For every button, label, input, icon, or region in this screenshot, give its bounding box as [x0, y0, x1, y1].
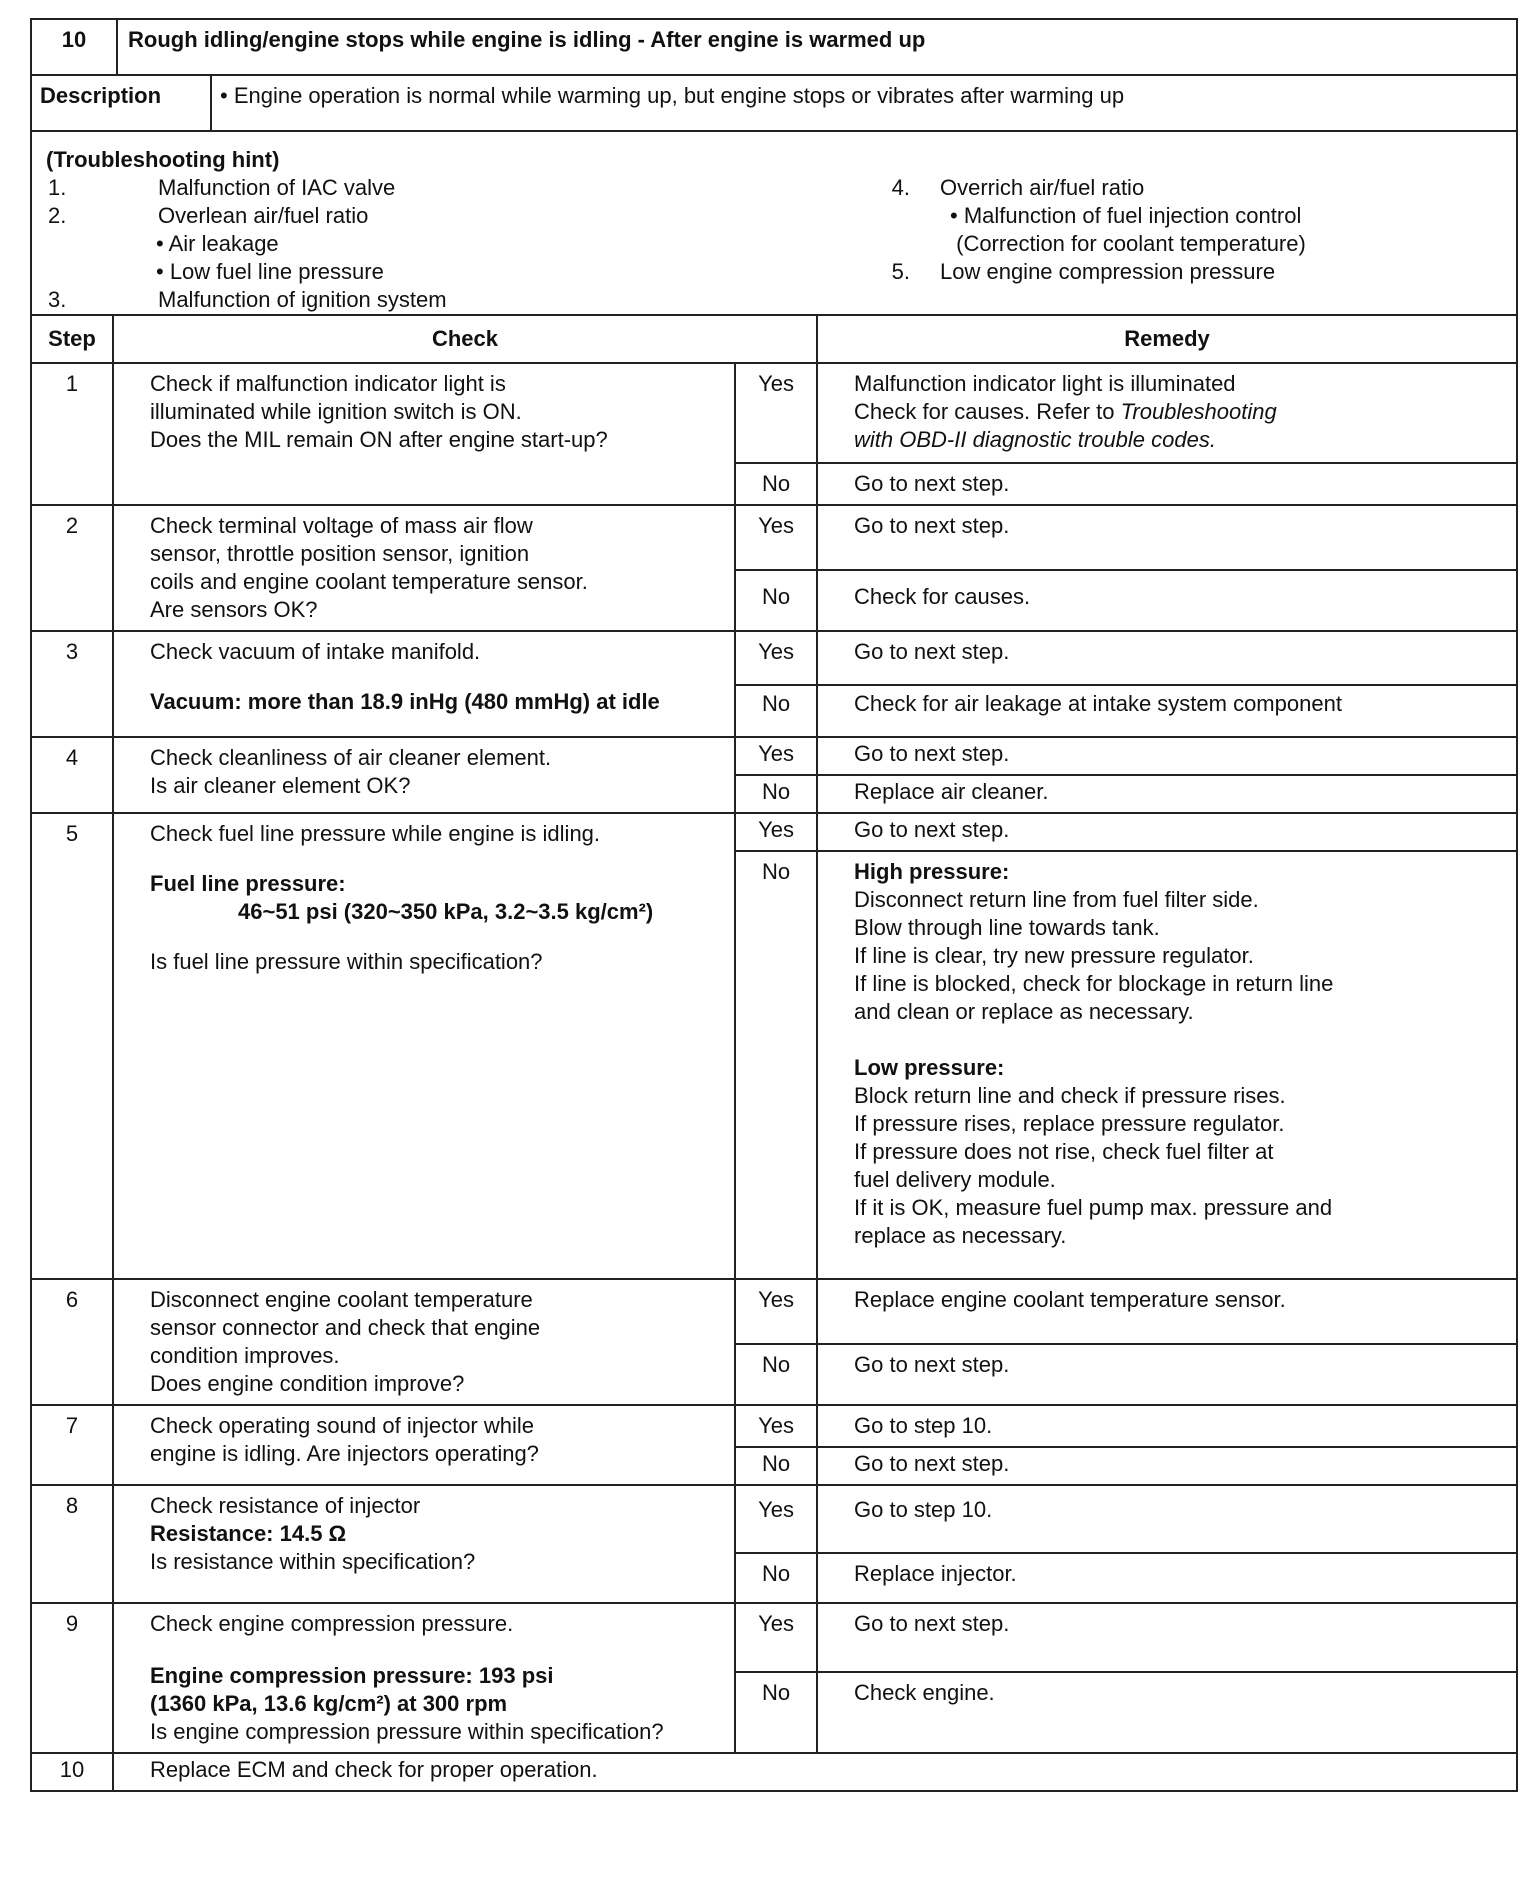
- hint-text: Low engine compression pressure: [940, 259, 1276, 284]
- hint-sub: (Correction for coolant temperature): [950, 231, 1306, 256]
- check-line: Does the MIL remain ON after engine start-up?: [150, 427, 608, 452]
- step-row-5: [31, 813, 1517, 851]
- yes-remedy: Go to next step.: [817, 1603, 1517, 1672]
- check-line: Check resistance of injector: [150, 1493, 421, 1518]
- check-line: Check vacuum of intake manifold.: [150, 639, 481, 664]
- check-line: Check if malfunction indicator light is: [150, 371, 506, 396]
- yes-label: Yes: [735, 1603, 817, 1672]
- no-label: No: [735, 775, 817, 813]
- yes-remedy: Go to next step.: [817, 737, 1517, 775]
- step-number: 5: [31, 813, 113, 1279]
- yes-label: Yes: [735, 505, 817, 570]
- remedy-line: If line is blocked, check for blockage in return line: [854, 971, 1334, 996]
- hint-number: 4.: [891, 175, 910, 200]
- check-line: illuminated while ignition switch is ON.: [150, 399, 522, 424]
- yes-label: Yes: [735, 1279, 817, 1344]
- yes-remedy: Replace engine coolant temperature sensor.: [817, 1279, 1517, 1344]
- step-number: 3: [31, 631, 113, 737]
- remedy-line: and clean or replace as necessary.: [854, 999, 1194, 1024]
- troubleshooting-sheet: [30, 18, 1518, 1860]
- remedy-line: Malfunction indicator light is illuminated: [854, 371, 1236, 396]
- remedy-line: If pressure does not rise, check fuel filter at: [854, 1139, 1274, 1164]
- step-check: [113, 737, 735, 813]
- check-line: Check fuel line pressure while engine is idling.: [150, 821, 601, 846]
- step-check: [113, 631, 735, 737]
- hint-text: Malfunction of IAC valve: [158, 175, 396, 200]
- steps-header-row: [31, 315, 1517, 363]
- high-pressure-label: High pressure:: [854, 859, 1010, 884]
- yes-remedy: Go to step 10.: [817, 1405, 1517, 1447]
- step-row-9: [31, 1603, 1517, 1672]
- header-table: [30, 18, 1518, 76]
- no-label: No: [735, 1672, 817, 1753]
- step-row-6: [31, 1279, 1517, 1344]
- step-row-10: [31, 1753, 1517, 1791]
- no-label: No: [735, 570, 817, 631]
- yes-remedy: Go to next step.: [817, 505, 1517, 570]
- yes-label: Yes: [735, 813, 817, 851]
- spec-value: Vacuum: more than 18.9 inHg (480 mmHg) at idle: [150, 689, 660, 714]
- step-check: Replace ECM and check for proper operation.: [113, 1753, 1517, 1791]
- hints-left-column: [46, 174, 846, 314]
- check-line: Disconnect engine coolant temperature: [150, 1287, 533, 1312]
- check-line: Check engine compression pressure.: [150, 1611, 514, 1636]
- step-check: [113, 1279, 735, 1405]
- hints-right-column: [846, 174, 1502, 314]
- no-label: No: [735, 685, 817, 737]
- no-remedy: Replace injector.: [817, 1553, 1517, 1603]
- check-question: Is resistance within specification?: [150, 1549, 476, 1574]
- step-check: [113, 1485, 735, 1603]
- column-step: Step: [31, 315, 113, 363]
- step-number: 7: [31, 1405, 113, 1485]
- remedy-reference: Troubleshooting: [1120, 399, 1277, 424]
- yes-remedy: Go to next step.: [817, 813, 1517, 851]
- spec-value: Engine compression pressure: 193 psi: [150, 1663, 554, 1688]
- steps-table: [30, 314, 1518, 1792]
- yes-remedy: Go to step 10.: [817, 1485, 1517, 1553]
- remedy-line: Disconnect return line from fuel filter side.: [854, 887, 1259, 912]
- yes-label: Yes: [735, 363, 817, 463]
- step-number: 1: [31, 363, 113, 505]
- no-remedy: [817, 851, 1517, 1279]
- step-row-2: [31, 505, 1517, 570]
- no-remedy: Check engine.: [817, 1672, 1517, 1753]
- hint-number: 3.: [48, 287, 67, 312]
- no-label: No: [735, 1553, 817, 1603]
- check-line: Is air cleaner element OK?: [150, 773, 411, 798]
- description-table: [30, 74, 1518, 316]
- step-number: 4: [31, 737, 113, 813]
- check-line: condition improves.: [150, 1343, 340, 1368]
- check-question: Is engine compression pressure within specification?: [150, 1719, 664, 1744]
- check-line: Are sensors OK?: [150, 597, 318, 622]
- no-remedy: Check for causes.: [817, 570, 1517, 631]
- no-label: No: [735, 1447, 817, 1485]
- remedy-line: If line is clear, try new pressure regulator.: [854, 943, 1254, 968]
- hints-section: [31, 131, 1517, 315]
- yes-label: Yes: [735, 737, 817, 775]
- check-line: Check operating sound of injector while: [150, 1413, 535, 1438]
- hint-sub: • Air leakage: [156, 231, 279, 256]
- no-remedy: Check for air leakage at intake system component: [817, 685, 1517, 737]
- hint-number: 1.: [48, 175, 67, 200]
- step-check: [113, 1405, 735, 1485]
- no-label: No: [735, 463, 817, 505]
- no-label: No: [735, 1344, 817, 1405]
- step-check: [113, 1603, 735, 1753]
- check-line: Does engine condition improve?: [150, 1371, 465, 1396]
- hint-number: 2.: [48, 203, 67, 228]
- yes-remedy: [817, 363, 1517, 463]
- yes-label: Yes: [735, 631, 817, 685]
- step-row-8: [31, 1485, 1517, 1553]
- no-remedy: Go to next step.: [817, 463, 1517, 505]
- description-label: Description: [31, 75, 211, 131]
- step-number: 8: [31, 1485, 113, 1603]
- procedure-number: 10: [31, 19, 117, 75]
- step-check: [113, 363, 735, 505]
- hint-sub: • Malfunction of fuel injection control: [950, 203, 1302, 228]
- step-number: 9: [31, 1603, 113, 1753]
- procedure-title: Rough idling/engine stops while engine is idling - After engine is warmed up: [117, 19, 1517, 75]
- step-row-3: [31, 631, 1517, 685]
- remedy-line: replace as necessary.: [854, 1223, 1067, 1248]
- remedy-line: Blow through line towards tank.: [854, 915, 1160, 940]
- check-line: Check terminal voltage of mass air flow: [150, 513, 533, 538]
- column-check: Check: [113, 315, 817, 363]
- description-text: • Engine operation is normal while warming up, but engine stops or vibrates after warming up: [211, 75, 1517, 131]
- spec-label: Fuel line pressure:: [150, 871, 346, 896]
- spec-value: 46~51 psi (320~350 kPa, 3.2~3.5 kg/cm²): [238, 899, 654, 924]
- no-label: No: [735, 851, 817, 1279]
- hint-text: Overrich air/fuel ratio: [940, 175, 1145, 200]
- remedy-line: fuel delivery module.: [854, 1167, 1056, 1192]
- no-remedy: Go to next step.: [817, 1447, 1517, 1485]
- remedy-line: Block return line and check if pressure rises.: [854, 1083, 1286, 1108]
- remedy-line: Check for causes. Refer to: [854, 399, 1121, 424]
- remedy-line: If it is OK, measure fuel pump max. pressure and: [854, 1195, 1333, 1220]
- step-row-1: [31, 363, 1517, 463]
- remedy-line: If pressure rises, replace pressure regulator.: [854, 1111, 1285, 1136]
- no-remedy: Replace air cleaner.: [817, 775, 1517, 813]
- check-line: Check cleanliness of air cleaner element.: [150, 745, 552, 770]
- check-question: Is fuel line pressure within specification?: [150, 949, 543, 974]
- hint-text: Malfunction of ignition system: [158, 287, 447, 312]
- step-check: [113, 813, 735, 1279]
- hint-text: Overlean air/fuel ratio: [158, 203, 369, 228]
- remedy-reference: with OBD-II diagnostic trouble codes.: [854, 427, 1216, 452]
- spec-value: (1360 kPa, 13.6 kg/cm²) at 300 rpm: [150, 1691, 508, 1716]
- step-number: 10: [31, 1753, 113, 1791]
- hints-title: (Troubleshooting hint): [46, 147, 280, 172]
- step-check: [113, 505, 735, 631]
- yes-remedy: Go to next step.: [817, 631, 1517, 685]
- hint-sub: • Low fuel line pressure: [156, 259, 384, 284]
- yes-label: Yes: [735, 1485, 817, 1553]
- no-remedy: Go to next step.: [817, 1344, 1517, 1405]
- check-line: sensor, throttle position sensor, ignition: [150, 541, 530, 566]
- step-row-4: [31, 737, 1517, 775]
- hint-number: 5.: [891, 259, 910, 284]
- spec-value: Resistance: 14.5 Ω: [150, 1521, 347, 1546]
- column-remedy: Remedy: [817, 315, 1517, 363]
- step-number: 6: [31, 1279, 113, 1405]
- check-line: engine is idling. Are injectors operating?: [150, 1441, 539, 1466]
- step-number: 2: [31, 505, 113, 631]
- check-line: coils and engine coolant temperature sensor.: [150, 569, 588, 594]
- check-line: sensor connector and check that engine: [150, 1315, 541, 1340]
- yes-label: Yes: [735, 1405, 817, 1447]
- step-row-7: [31, 1405, 1517, 1447]
- low-pressure-label: Low pressure:: [854, 1055, 1005, 1080]
